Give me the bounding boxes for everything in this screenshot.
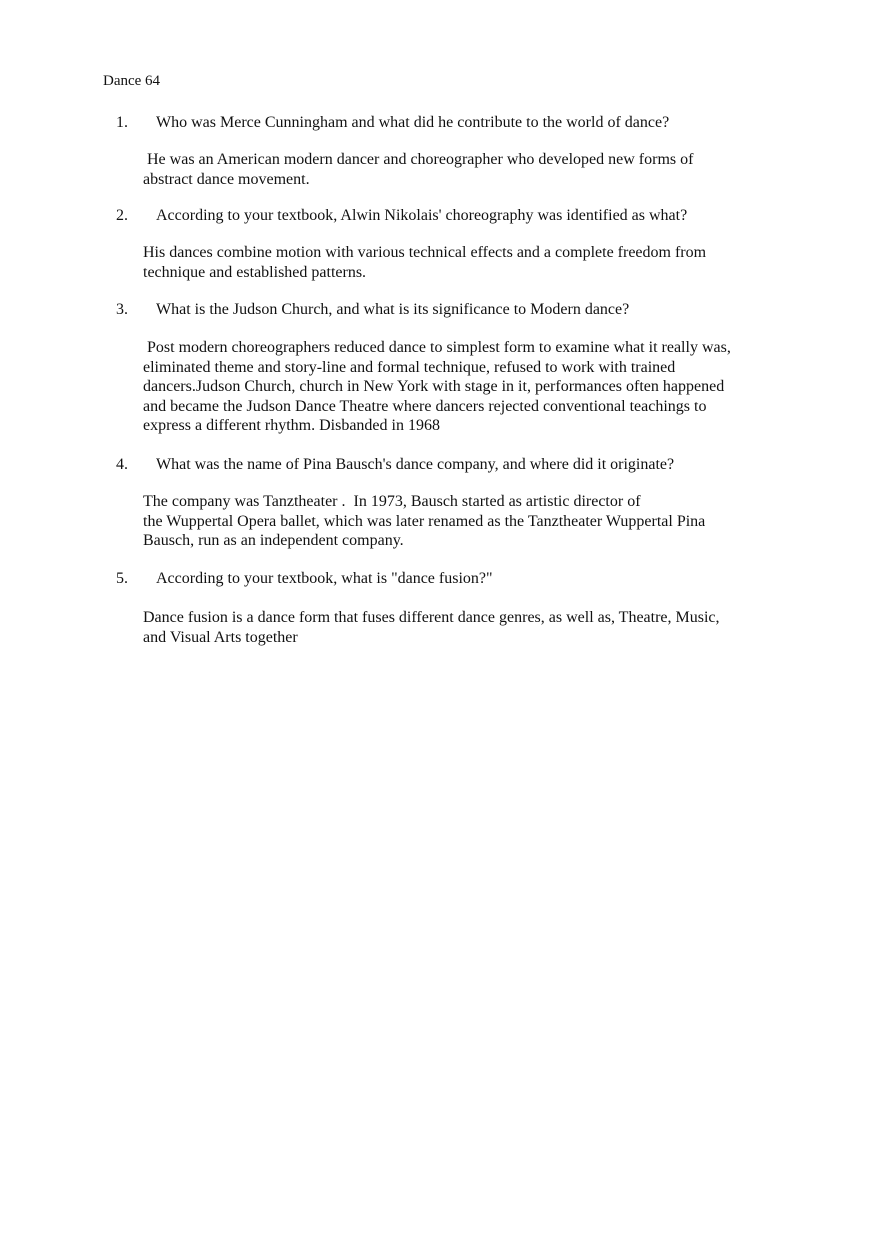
question-number: 1.	[116, 114, 128, 131]
answer-line: express a different rhythm. Disbanded in 1968	[143, 417, 440, 434]
question-text: According to your textbook, Alwin Nikolais' choreography was identified as what?	[156, 207, 688, 224]
answer-line: and became the Judson Dance Theatre where dancers rejected conventional teachings to	[143, 397, 707, 415]
question-number: 4.	[116, 456, 128, 473]
question-text: What was the name of Pina Bausch's dance company, and where did it originate?	[156, 456, 675, 473]
answer-5	[143, 608, 793, 647]
answer-line: He was an American modern dancer and choreographer who developed new forms of	[143, 151, 694, 168]
answer-line: His dances combine motion with various technical effects and a complete freedom from	[143, 244, 707, 261]
answer-4	[143, 492, 793, 551]
question-text: Who was Merce Cunningham and what did he contribute to the world of dance?	[156, 114, 670, 131]
answer-line: eliminated theme and story-line and formal technique, refused to work with trained	[143, 358, 676, 376]
answer-line: the Wuppertal Opera ballet, which was later renamed as the Tanztheater Wuppertal Pina	[143, 512, 706, 530]
question-4	[116, 455, 674, 474]
answer-line: technique and established patterns.	[143, 263, 367, 281]
answer-line: Post modern choreographers reduced dance to simplest form to examine what it really was,	[143, 339, 731, 356]
question-number: 3.	[116, 301, 128, 318]
question-text: What is the Judson Church, and what is its significance to Modern dance?	[156, 301, 630, 318]
answer-line: abstract dance movement.	[143, 170, 310, 188]
answer-3	[143, 338, 793, 436]
question-number: 5.	[116, 570, 128, 587]
question-number: 2.	[116, 207, 128, 224]
question-5	[116, 569, 493, 588]
answer-line: and Visual Arts together	[143, 628, 298, 646]
answer-line: Bausch, run as an independent company.	[143, 532, 404, 549]
question-3	[116, 300, 629, 319]
answer-line: The company was Tanztheater . In 1973, Bausch started as artistic director of	[143, 493, 641, 510]
question-2	[116, 206, 687, 225]
answer-2	[143, 243, 793, 282]
answer-line: Dance fusion is a dance form that fuses different dance genres, as well as, Theatre, Music,	[143, 609, 720, 626]
answer-1	[143, 150, 793, 189]
document-header: Dance 64	[103, 73, 161, 89]
question-text: According to your textbook, what is "dance fusion?"	[156, 570, 493, 587]
question-1	[116, 113, 669, 132]
answer-line: dancers.Judson Church, church in New York with stage in it, performances often happened	[143, 378, 725, 395]
